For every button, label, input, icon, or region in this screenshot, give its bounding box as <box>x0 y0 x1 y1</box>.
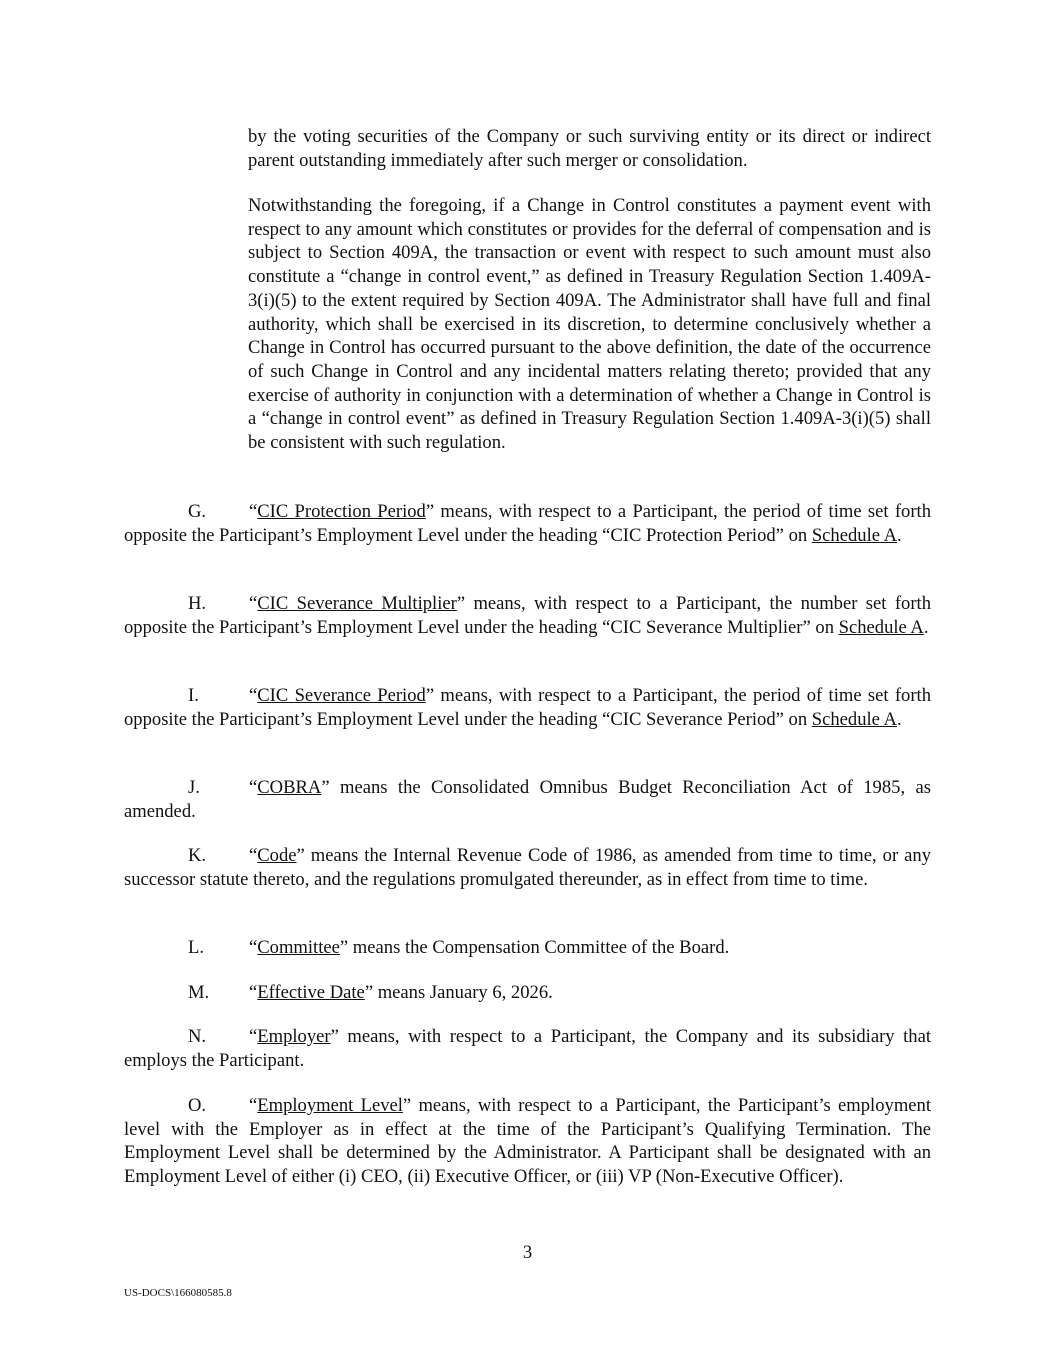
definition-m <box>124 981 931 1005</box>
definition-tail: . <box>897 708 902 730</box>
open-quote: “ <box>249 937 258 958</box>
definition-body: ” means, with respect to a Participant, the period of time set forth opposite the Participant’s Employment Level under the heading “CIC Severance Period” on <box>124 685 932 730</box>
definition-body: ” means, with respect to a Participant, the number set forth opposite the Participant’s Employment Level under the heading “CIC Severance Multiplier” on <box>124 593 931 638</box>
document-id: US-DOCS\166080585.8 <box>124 1287 232 1299</box>
definition-body: ” means the Consolidated Omnibus Budget Reconciliation Act of 1985, as amended. <box>124 777 931 822</box>
open-quote: “ <box>249 1095 258 1116</box>
definition-letter: M. <box>188 982 210 1003</box>
definition-letter: N. <box>188 1026 207 1047</box>
defined-term: Committee <box>257 937 340 958</box>
defined-term: CIC Severance Multiplier <box>257 593 457 614</box>
definition-i <box>124 684 931 731</box>
definition-letter: G. <box>188 501 207 522</box>
open-quote: “ <box>249 982 258 1003</box>
defined-term: COBRA <box>257 777 322 798</box>
notwithstanding-paragraph: Notwithstanding the foregoing, if a Change in Control constitutes a payment event with respect to any amount which constitutes or provides for the deferral of compensation and is subject to Section 409A, the transaction or event with respect to such amount must also constitute a “change in control event,” as defined in Treasury Regulation Section 1.409A-3(i)(5) to the extent required by Section 409A. The Administrator shall have full and final authority, which shall be exercised in its discretion, to determine conclusively whether a Change in Control has occurred pursuant to the above definition, the date of the occurrence of such Change in Control and any incidental matters relating thereto; provided that any exercise of authority in conjunction with a determination of whether a Change in Control is a “change in control event” as defined in Treasury Regulation Section 1.409A-3(i)(5) shall be consistent with such regulation. <box>248 195 931 454</box>
definition-k <box>124 844 931 891</box>
definition-j <box>124 776 931 823</box>
definition-letter: L. <box>188 937 205 958</box>
open-quote: “ <box>249 777 258 798</box>
definition-o <box>124 1094 931 1189</box>
definition-h <box>124 592 931 639</box>
definition-g <box>124 500 931 547</box>
defined-term: Code <box>257 845 297 866</box>
open-quote: “ <box>249 685 258 706</box>
definition-body: ” means, with respect to a Participant, the Participant’s employment level with the Employer as in effect at the time of the Participant’s Qualifying Termination. The Employment Level shall be determined by the Administrator. A Participant shall be designated with an Employment Level of either (i) CEO, (ii) Executive Officer, or (iii) VP (Non-Executive Officer). <box>124 1095 931 1188</box>
definition-body: ” means, with respect to a Participant, the Company and its subsidiary that employs the Participant. <box>124 1026 931 1071</box>
open-quote: “ <box>249 501 258 522</box>
open-quote: “ <box>249 593 258 614</box>
definition-body: ” means, with respect to a Participant, the period of time set forth opposite the Participant’s Employment Level under the heading “CIC Protection Period” on <box>124 501 932 546</box>
continuation-paragraph: by the voting securities of the Company or such surviving entity or its direct or indirect parent outstanding immediately after such merger or consolidation. <box>248 126 931 171</box>
definition-tail: . <box>923 616 929 638</box>
defined-term: Employer <box>257 1026 331 1047</box>
definition-n <box>124 1025 931 1072</box>
defined-term: CIC Protection Period <box>257 501 426 522</box>
definition-body: ” means the Internal Revenue Code of 1986, as amended from time to time, or any successor statute thereto, and the regulations promulgated thereunder, as in effect from time to time. <box>124 845 931 890</box>
open-quote: “ <box>249 1026 258 1047</box>
definition-letter: K. <box>188 845 207 866</box>
definition-letter: H. <box>188 593 207 614</box>
schedule-reference: Schedule A <box>811 524 898 546</box>
definition-tail: . <box>897 524 902 546</box>
definition-l <box>124 936 931 960</box>
definition-letter: O. <box>188 1095 207 1116</box>
defined-term: CIC Severance Period <box>257 685 426 706</box>
definition-letter: I. <box>188 685 199 706</box>
defined-term: Effective Date <box>257 982 365 1003</box>
definition-letter: J. <box>188 777 200 798</box>
schedule-reference: Schedule A <box>811 708 897 730</box>
definition-body: ” means January 6, 2026. <box>364 982 553 1003</box>
page-number: 3 <box>522 1242 533 1263</box>
defined-term: Employment Level <box>257 1095 403 1116</box>
open-quote: “ <box>249 845 258 866</box>
definition-body: ” means the Compensation Committee of the Board. <box>339 937 730 958</box>
schedule-reference: Schedule A <box>838 616 924 638</box>
